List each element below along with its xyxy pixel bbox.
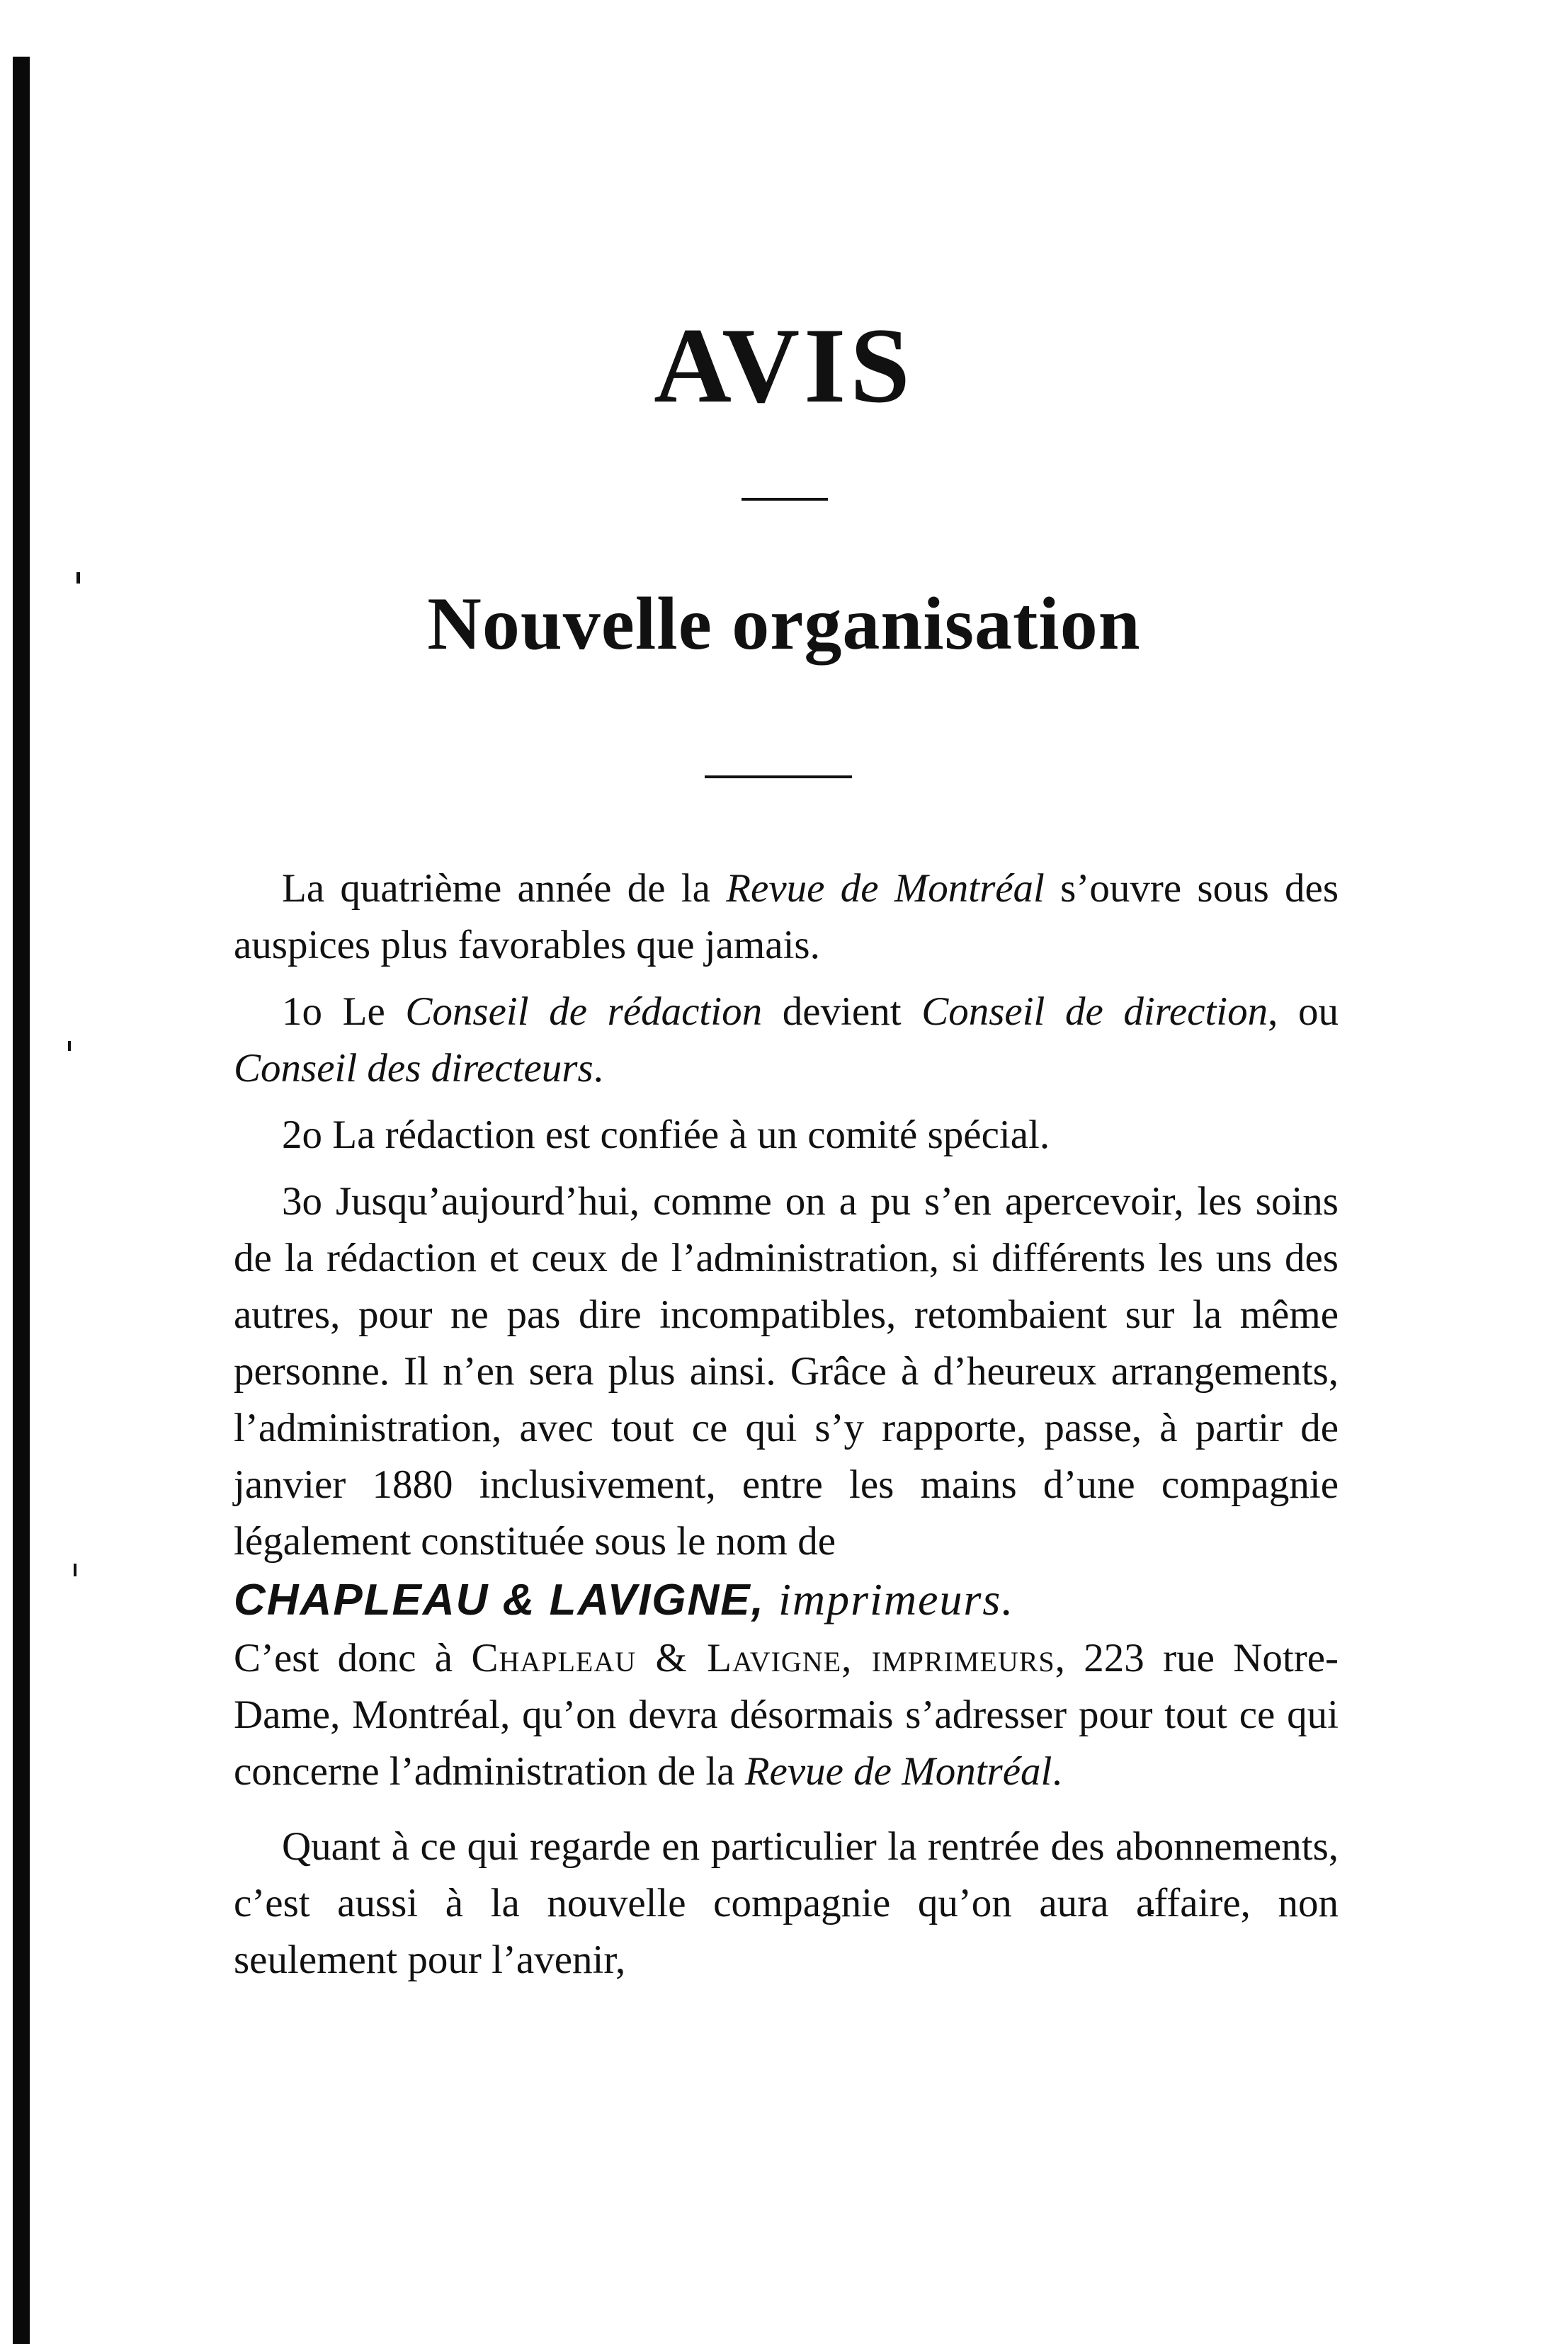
page-speck <box>74 1564 76 1576</box>
paragraph-subscriptions: Quant à ce qui regarde en particulier la rentrée des abonnements, c’est aussi à la nouvelle compagnie qu’on aura affaire, non seulement pour l’avenir, <box>234 1824 1339 1982</box>
page-title: AVIS <box>654 306 914 425</box>
paragraph-item-2: 2o La rédaction est confiée à un comité spécial. <box>282 1113 1050 1157</box>
journal-title: Revue de Montréal <box>744 1749 1052 1794</box>
paragraph-address: C’est donc à Chapleau & Lavigne, imprimeurs, 223 rue Notre-Dame, Montréal, qu’on devra désormais s’adresser pour tout ce qui concerne l’administration de la Revue de Montréal. <box>234 1636 1339 1794</box>
company-role: imprimeurs. <box>778 1574 1015 1625</box>
page-speck <box>68 1041 71 1051</box>
page-speck <box>76 572 80 584</box>
page-subtitle: Nouvelle organisation <box>427 582 1141 665</box>
company-heading <box>234 1570 1339 1630</box>
notice-body <box>234 860 1339 1989</box>
title-rule <box>742 498 828 501</box>
company-name: CHAPLEAU & LAVIGNE, <box>234 1576 765 1625</box>
journal-title: Revue de Montréal <box>726 866 1045 911</box>
company-small-caps: Chapleau & Lavigne, imprimeurs <box>471 1636 1055 1680</box>
paragraph-item-1: 1o Le Conseil de rédaction devient Conseil de direction, ou Conseil des directeurs. <box>234 989 1339 1091</box>
paragraph-intro: La quatrième année de la Revue de Montréal s’ouvre sous des auspices plus favorables que jamais. <box>234 866 1339 967</box>
paragraph-item-3: 3o Jusqu’aujourd’hui, comme on a pu s’en apercevoir, les soins de la rédaction et ceux de l’administration, si différents les uns des autres, pour ne pas dire incompatibles, retombaient sur la même personne. Il n’en sera plus ainsi. Grâce à d’heureux arrangements, l’administration, avec tout ce qui s’y rapporte, passe, à partir de janvier 1880 inclusivement, entre les mains d’une compagnie légalement constituée sous le nom de <box>234 1179 1339 1564</box>
subtitle-rule <box>705 775 852 778</box>
